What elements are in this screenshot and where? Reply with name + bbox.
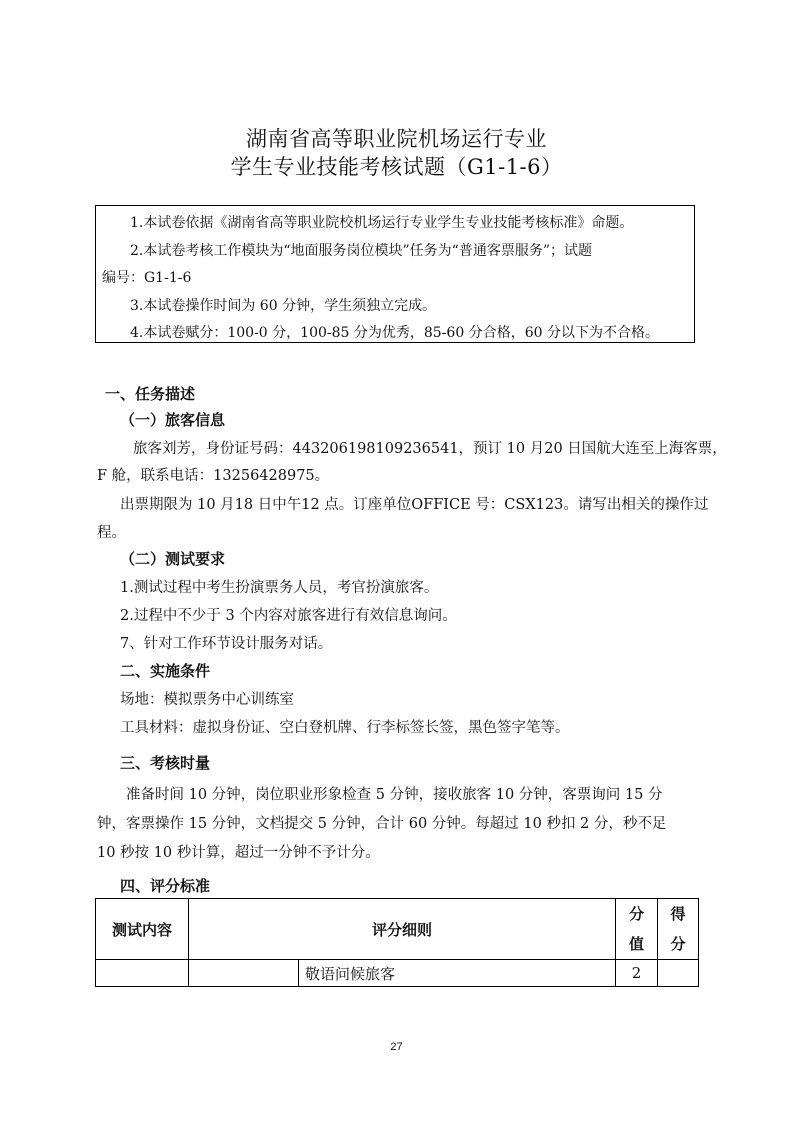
header-points: 分 值 (616, 899, 658, 960)
passenger-info-line2: F 舱，联系电话：13256428975。 (97, 468, 330, 484)
header-score: 得 分 (658, 899, 699, 960)
page-number: 27 (390, 1041, 403, 1053)
section-time-heading: 三、考核时量 (120, 754, 211, 772)
ticket-deadline-line2: 程。 (97, 525, 126, 541)
time-paragraph-line1: 准备时间 10 分钟，岗位职业形象检查 5 分钟，接收旅客 10 分钟，客票询问 15 分 (126, 787, 663, 803)
time-paragraph-line3: 10 秒按 10 秒计算，超过一分钟不予计分。 (97, 845, 380, 861)
conditions-tools: 工具材料：虚拟身份证、空白登机牌、行李标签长签，黑色签字笔等。 (120, 720, 570, 736)
requirement-1: 1.测试过程中考生扮演票务人员，考官扮演旅客。 (120, 580, 439, 596)
notice-item-3: 3.本试卷操作时间为 60 分钟，学生须独立完成。 (130, 297, 437, 314)
notice-item-4: 4.本试卷赋分：100-0 分，100-85 分为优秀，85-60 分合格，60 分以下为不合格。 (130, 325, 659, 341)
header-test-content: 测试内容 (96, 899, 189, 960)
subsection-passenger-heading: （一）旅客信息 (120, 411, 226, 429)
header-scoring-details: 评分细则 (189, 899, 616, 960)
table-row (96, 960, 699, 987)
table-header-row (96, 899, 699, 960)
ticket-deadline-line1: 出票期限为 10 月18 日中午12 点。订座单位OFFICE 号：CSX123。请写出相关的操作过 (120, 497, 709, 513)
document-title-line2: 学生专业技能考核试题（G1-1-6） (230, 155, 563, 179)
conditions-site: 场地：模拟票务中心训练室 (120, 692, 294, 708)
section-conditions-heading: 二、实施条件 (120, 662, 211, 680)
section-scoring-heading: 四、评分标准 (120, 877, 211, 895)
notice-item-2: 2.本试卷考核工作模块为“地面服务岗位模块”任务为“普通客票服务”；试题 (130, 242, 592, 259)
row1-points: 2 (616, 960, 658, 987)
requirement-3: 7、针对工作环节设计服务对话。 (120, 636, 333, 652)
passenger-info-line1: 旅客刘芳，身份证号码：443206198109236541，预订 10 月20 日国航大连至上海客票， (133, 441, 727, 457)
document-title-line1: 湖南省高等职业院机场运行专业 (246, 127, 547, 151)
notice-item-1: 1.本试卷依据《湖南省高等职业院校机场运行专业学生专业技能考核标准》命题。 (130, 215, 634, 231)
row1-subcategory (189, 960, 299, 987)
requirement-2: 2.过程中不少于 3 个内容对旅客进行有效信息询问。 (120, 608, 457, 624)
exam-notice-box (95, 205, 695, 343)
row1-content (96, 960, 189, 987)
notice-item-2-cont: 编号：G1-1-6 (102, 270, 192, 286)
row1-score (658, 960, 699, 987)
section-task-heading: 一、任务描述 (105, 385, 196, 403)
time-paragraph-line2: 钟，客票操作 15 分钟，文档提交 5 分钟，合计 60 分钟。每超过 10 秒扣 2 分，秒不足 (97, 816, 667, 832)
row1-detail: 敬语问候旅客 (299, 960, 616, 987)
scoring-table (95, 898, 699, 987)
subsection-requirements-heading: （二）测试要求 (120, 550, 226, 568)
